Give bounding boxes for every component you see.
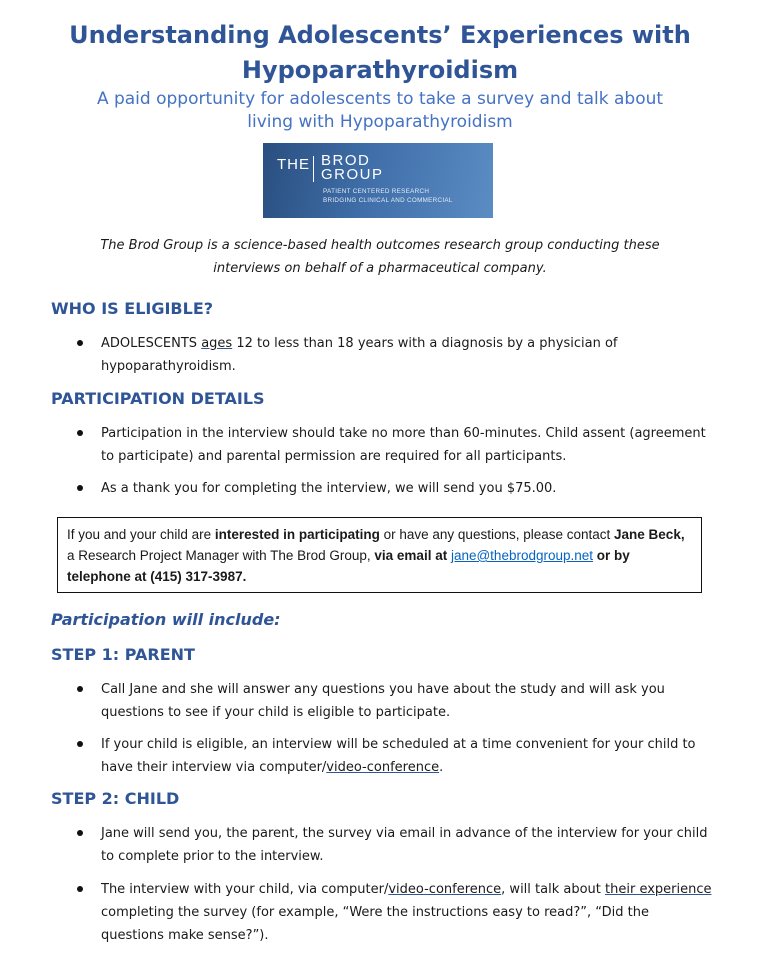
bullet-dot (77, 830, 83, 836)
participation-item-duration: Participation in the interview should take no more than 60-minutes. Child assent (agreement to participate) and parental permission are required for all participants. (101, 426, 706, 464)
email-link[interactable]: jane@thebrodgroup.net (450, 548, 594, 563)
ages-underlined: ages (201, 336, 233, 351)
eligibility-item: ADOLESCENTS ages 12 to less than 18 years with a diagnosis by a physician of hypoparathyroidism. (101, 336, 618, 374)
intro-text: The Brod Group is a science-based health outcomes research group conducting these interviews on behalf of a pharmaceutical company. (100, 238, 660, 276)
logo-brand-name (321, 154, 384, 182)
logo-the-text: THE (277, 156, 310, 173)
logo-group-text: GROUP (321, 166, 384, 183)
page-subtitle: A paid opportunity for adolescents to take a survey and talk about living with Hypoparathyroidism (96, 89, 664, 132)
participation-heading: PARTICIPATION DETAILS (51, 389, 265, 408)
logo-tagline (323, 187, 453, 205)
logo-tagline-1: PATIENT CENTERED RESEARCH (323, 188, 430, 195)
step2-heading: STEP 2: CHILD (51, 789, 180, 808)
bullet-dot (77, 741, 83, 747)
logo-divider (313, 156, 314, 182)
logo-brod-text: BROD (321, 152, 371, 169)
bullet-dot (77, 340, 83, 346)
step1-item-call: Call Jane and she will answer any questions you have about the study and will ask you questions to see if your child is eligible to participate. (101, 682, 665, 720)
participation-item-payment: As a thank you for completing the interview, we will send you $75.00. (101, 481, 557, 496)
bullet-dot (77, 686, 83, 692)
logo-tagline-2: BRIDGING CLINICAL AND COMMERCIAL (323, 197, 453, 204)
include-heading: Participation will include: (51, 610, 281, 629)
page-title: Understanding Adolescents’ Experiences with Hypoparathyroidism (69, 21, 691, 84)
step2-item-interview: The interview with your child, via computer/video-conference, will talk about their experience completing the survey (for example, “Were the instructions easy to read?”, “Did the questions make sense?”). (101, 882, 712, 943)
their-experience-underlined: their experience (605, 882, 712, 897)
bullet-dot (77, 886, 83, 892)
bullet-dot (77, 430, 83, 436)
eligibility-heading: WHO IS ELIGIBLE? (51, 299, 214, 318)
step2-item-survey: Jane will send you, the parent, the survey via email in advance of the interview for your child to complete prior to the interview. (101, 826, 708, 864)
step1-heading: STEP 1: PARENT (51, 645, 195, 664)
video-conference-underlined: video-conference (326, 760, 440, 775)
video-conference-underlined: video-conference (388, 882, 502, 897)
bullet-dot (77, 485, 83, 491)
step1-item-schedule: If your child is eligible, an interview will be scheduled at a time convenient for your child to have their interview via computer/video-conference. (101, 737, 696, 775)
brod-group-logo (263, 143, 493, 218)
contact-box: If you and your child are interested in participating or have any questions, please contact Jane Beck, a Research Project Manager with The Brod Group, via email at jane@thebrodgroup.net or by telephone at (415) 317-3987. (57, 517, 702, 593)
